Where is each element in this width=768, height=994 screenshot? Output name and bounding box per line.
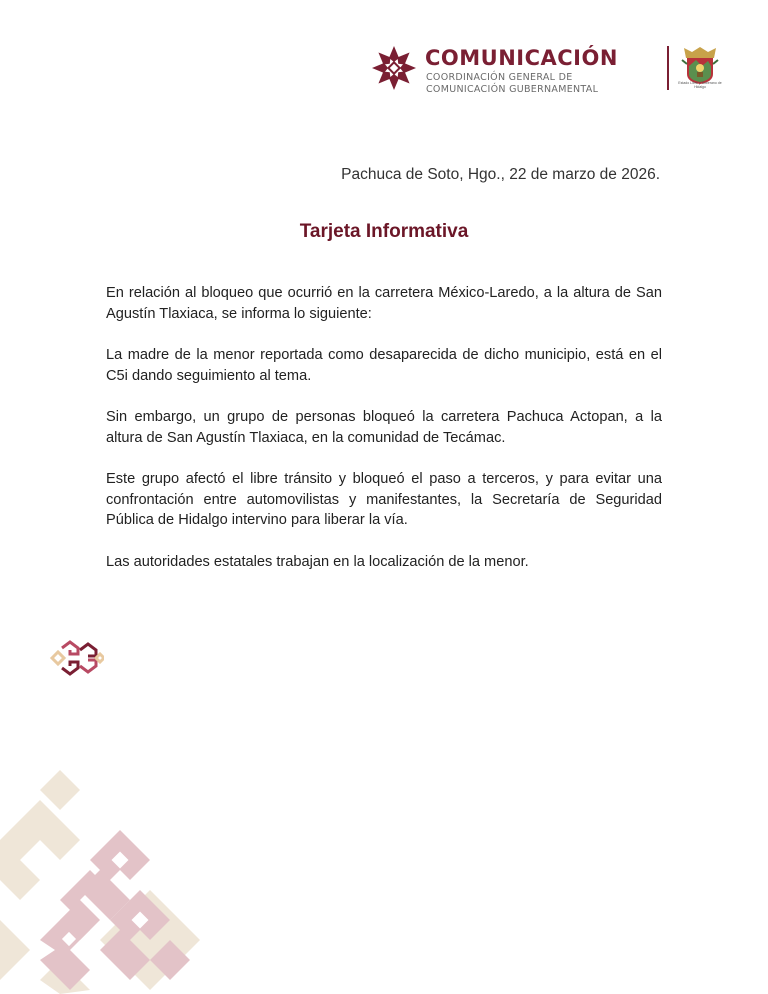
- date-line: Pachuca de Soto, Hgo., 22 de marzo de 2026.: [341, 166, 660, 183]
- brand-divider: [667, 46, 669, 90]
- brand-subtitle: [426, 72, 598, 96]
- corner-ornament-icon: [0, 770, 200, 994]
- paragraph-2: La madre de la menor reportada como desaparecida de dicho municipio, está en el C5i dando seguimiento al tema.: [106, 347, 662, 384]
- brand-title: COMUNICACIÓN: [425, 46, 618, 70]
- fret-ornament-icon: [48, 640, 104, 676]
- brand-subtitle-line1: COORDINACIÓN GENERAL DE: [426, 72, 573, 83]
- brand-subtitle-line2: COMUNICACIÓN GUBERNAMENTAL: [426, 84, 599, 95]
- flower-logo-icon: [370, 44, 418, 92]
- seal-caption: Estado Libre y Soberano de Hidalgo: [678, 81, 722, 89]
- paragraph-5: Las autoridades estatales trabajan en la localización de la menor.: [106, 553, 529, 570]
- document-body: [106, 283, 662, 593]
- document-title: Tarjeta Informativa: [299, 221, 469, 242]
- paragraph-1: En relación al bloqueo que ocurrió en la carretera México-Laredo, a la altura de San Agustín Tlaxiaca, se informa lo siguiente:: [106, 285, 662, 322]
- paragraph-3: Sin embargo, un grupo de personas bloqueó la carretera Pachuca Actopan, a la altura de San Agustín Tlaxiaca, en la comunidad de Tecámac.: [106, 409, 662, 446]
- paragraph-4: Este grupo afectó el libre tránsito y bloqueó el paso a terceros, y para evitar una confrontación entre automovilistas y manifestantes, la Secretaría de Seguridad Pública de Hidalgo intervino para liberar la vía.: [106, 471, 662, 528]
- letterhead: [370, 40, 730, 100]
